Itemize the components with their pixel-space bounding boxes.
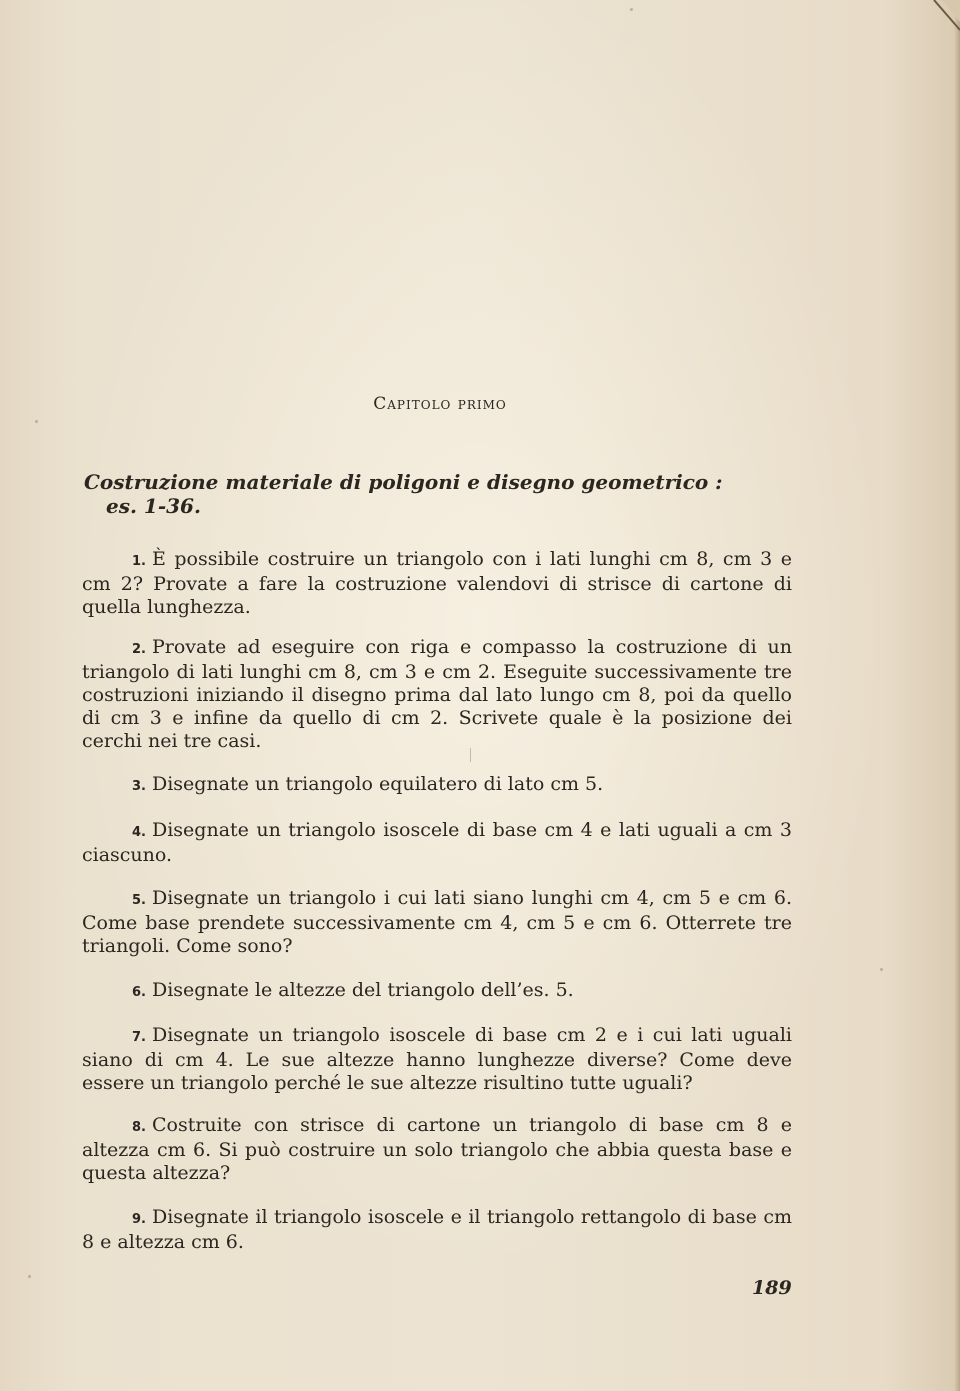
exercise-6: [82, 979, 792, 1004]
exercise-9: [82, 1206, 792, 1254]
exercise-number: 3.: [132, 779, 146, 794]
page-edge-shadow: [954, 0, 960, 1391]
exercise-number: 1.: [132, 554, 146, 569]
exercise-text: Disegnate un triangolo equilatero di lato cm 5.: [151, 773, 604, 795]
exercise-text: Disegnate un triangolo isoscele di base cm 2 e i cui lati uguali siano di cm 4. Le sue altezze hanno lunghezze diverse? Come deve essere un triangolo perché le sue altezze risultino tutte uguali?: [82, 1024, 792, 1094]
exercise-number: 4.: [132, 825, 146, 840]
exercise-text: Provate ad eseguire con riga e compasso la costruzione di un triangolo di lati lunghi cm 8, cm 3 e cm 2. Eseguite successivamente tre costruzioni iniziando il disegno prima dal lato lungo cm 8, poi da quello di cm 3 e infine da quello di cm 2. Scrivete quale è la posizione dei cerchi nei tre casi.: [82, 636, 792, 752]
exercise-number: 5.: [132, 893, 146, 908]
exercise-text: Costruite con strisce di cartone un triangolo di base cm 8 e altezza cm 6. Si può costruire un solo triangolo che abbia questa base e questa altezza?: [82, 1114, 792, 1184]
exercise-number: 9.: [132, 1212, 146, 1227]
exercise-text: Disegnate un triangolo i cui lati siano lunghi cm 4, cm 5 e cm 6. Come base prendete successivamente cm 4, cm 5 e cm 6. Otterrete tre triangoli. Come sono?: [82, 887, 792, 957]
section-title-main: Costruzione materiale di poligoni e disegno geometrico :: [84, 470, 723, 494]
exercise-2: [82, 636, 792, 753]
section-title-range: es. 1-36.: [106, 494, 201, 518]
corner-fold-mark: [920, 0, 960, 40]
section-title: [84, 470, 794, 518]
exercise-1: [82, 548, 792, 619]
page-number: 189: [752, 1277, 792, 1299]
exercise-5: [82, 887, 792, 958]
exercise-4: [82, 819, 792, 867]
exercise-text: Disegnate il triangolo isoscele e il triangolo rettangolo di base cm 8 e altezza cm 6.: [82, 1206, 792, 1253]
exercise-number: 7.: [132, 1030, 146, 1045]
exercise-3: [82, 773, 792, 798]
exercise-number: 6.: [132, 985, 146, 1000]
exercise-text: È possibile costruire un triangolo con i lati lunghi cm 8, cm 3 e cm 2? Provate a fare la costruzione valendovi di strisce di cartone di quella lunghezza.: [82, 548, 792, 618]
exercise-8: [82, 1114, 792, 1185]
exercise-number: 2.: [132, 642, 146, 657]
exercise-text: Disegnate un triangolo isoscele di base cm 4 e lati uguali a cm 3 ciascuno.: [82, 819, 792, 866]
exercise-number: 8.: [132, 1120, 146, 1135]
exercise-text: Disegnate le altezze del triangolo dell’es. 5.: [151, 979, 574, 1001]
chapter-title: Capitolo primo: [373, 394, 507, 414]
exercise-7: [82, 1024, 792, 1095]
